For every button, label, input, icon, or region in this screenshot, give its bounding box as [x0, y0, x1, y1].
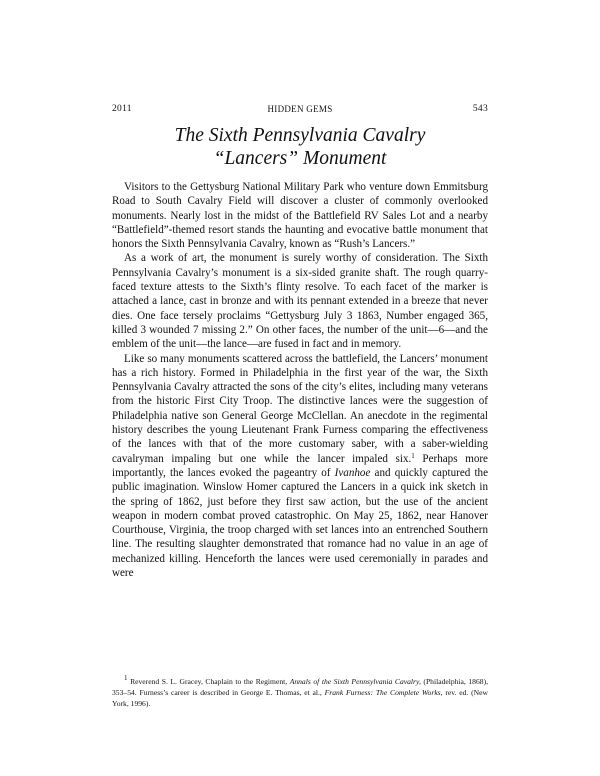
paragraph-3-part-3: and quickly captured the public imagination. Winslow Homer captured the Lancers in a quick ink sketch in the spring of 1862, just before they first saw action, but the use of the ancient weapon in modern combat proved catastrophic. On May 25, 1862, near Hanover Courthouse, Virginia, the troop charged with set lances into an entrenched Southern line. The resulting slaughter demonstrated that romance had no value in an age of mechanized killing. Henceforth the lances were used ceremonially in parades and were [112, 466, 488, 580]
footnote-reference: 1 [411, 451, 415, 460]
paragraph-1: Visitors to the Gettysburg National Military Park who venture down Emmitsburg Road to South Cavalry Field will discover a cluster of commonly overlooked monuments. Nearly lost in the midst of the Battlefield RV Sales Lot and a nearby “Battlefield”-themed resort stands the haunting and evocative battle monument that honors the Sixth Pennsylvania Cavalry, known as “Rush’s Lancers.” [112, 181, 488, 251]
title-line-2: “Lancers” Monument [213, 148, 387, 169]
paragraph-3-italic: Ivanhoe [334, 466, 371, 479]
paragraph-3 [112, 352, 488, 581]
article-body [112, 180, 488, 580]
paragraph-3-part-2: Perhaps more importantly, the lances evoked the pageantry of [112, 452, 488, 479]
footnote-italic-2: Frank Furness: The Complete Works, [324, 688, 443, 698]
header-section: HIDDEN GEMS [267, 104, 333, 114]
title-line-1: The Sixth Pennsylvania Cavalry [174, 125, 426, 146]
footnote-marker: 1 [124, 674, 128, 682]
footnote-part-1: Reverend S. L. Gracey, Chaplain to the Regiment, [127, 677, 290, 686]
footnote-italic-1: Annals of the Sixth Pennsylvania Cavalry, [289, 677, 421, 686]
article-title [112, 124, 488, 170]
paragraph-3-part-1: Like so many monuments scattered across the battlefield, the Lancers’ monument has a rich history. Formed in Philadelphia in the first year of the war, the Sixth Pennsylvania Cavalry attracted the sons of the city’s elites, including many veterans from the historic First City Troop. The distinctive lances were the suggestion of Philadelphia native son General George McClellan. An anecdote in the regimental history describes the young Lieutenant Frank Furness comparing the effectiveness of the lances with that of the more customary saber, with a saber-wielding cavalryman impaling but one while the lancer impaled six. [112, 352, 488, 465]
footnote-part-3: rev. ed. (New York, 1996). [112, 688, 489, 709]
paragraph-2: As a work of art, the monument is surely worthy of consideration. The Sixth Pennsylvania Cavalry’s monument is a six-sided granite shaft. The rough quarry-faced texture attests to the Sixth’s flinty resolve. To each facet of the marker is attached a lance, cast in bronze and with its pennant extended in a breeze that never dies. One face tersely proclaims “Gettysburg July 3 1863, Number engaged 365, killed 3 wounded 7 missing 2.” On other faces, the number of the unit—6—and the emblem of the unit—the lance—are fused in fact and in memory. [112, 252, 488, 351]
running-head [112, 104, 488, 118]
header-page-number: 543 [472, 104, 488, 114]
footnote [112, 676, 488, 710]
header-year: 2011 [112, 104, 132, 114]
footnote-part-2: (Philadelphia, 1868), 353–54. Furness’s career is described in George E. Thomas, et al., [112, 677, 488, 698]
